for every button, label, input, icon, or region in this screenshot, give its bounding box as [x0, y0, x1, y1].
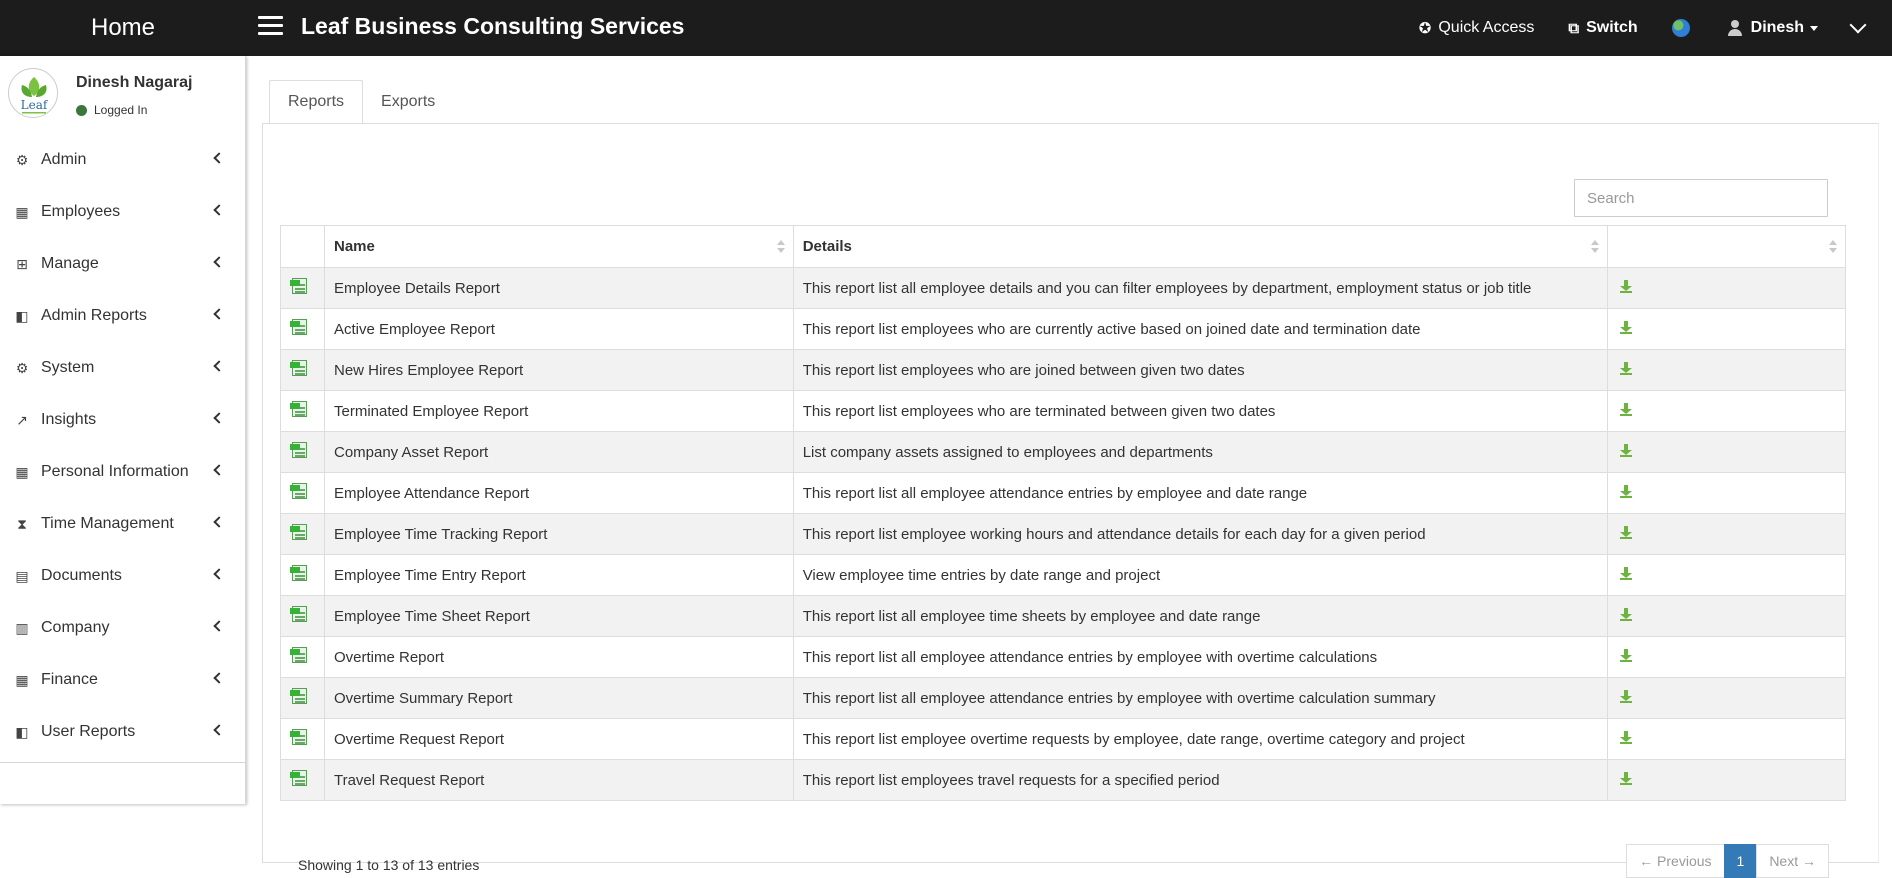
chevron-left-icon: [213, 412, 224, 423]
tab-reports[interactable]: Reports: [269, 80, 363, 124]
report-file-icon: [290, 565, 308, 581]
file-icon: ▤: [15, 567, 29, 584]
quick-access-label: Quick Access: [1438, 19, 1535, 36]
sidebar-item-label: Finance: [41, 671, 98, 688]
cubes-icon: ⚙: [15, 151, 29, 168]
report-name: Active Employee Report: [324, 309, 793, 350]
report-details: This report list all employee time sheets by employee and date range: [793, 596, 1607, 637]
download-icon[interactable]: [1620, 403, 1632, 416]
download-icon[interactable]: [1620, 772, 1632, 785]
download-icon[interactable]: [1620, 690, 1632, 703]
report-name: Terminated Employee Report: [324, 391, 793, 432]
chevron-left-icon: [213, 672, 224, 683]
switch-label: Switch: [1586, 19, 1638, 36]
download-icon[interactable]: [1620, 649, 1632, 662]
sidebar-item-label: Personal Information: [41, 463, 189, 480]
previous-page-button[interactable]: ← Previous: [1626, 844, 1724, 878]
login-status-label: Logged In: [94, 103, 148, 117]
company-logo: [8, 68, 58, 118]
download-cell: [1608, 432, 1846, 473]
download-cell: [1608, 350, 1846, 391]
report-details: This report list all employee details and you can filter employees by department, employment status or job title: [793, 268, 1607, 309]
sidebar-item-label: Employees: [41, 203, 121, 220]
table-row: [281, 719, 1846, 760]
switch-button[interactable]: [1568, 19, 1637, 37]
report-icon-cell: [281, 678, 325, 719]
search-input[interactable]: [1574, 179, 1828, 217]
chevron-left-icon: [213, 568, 224, 579]
download-cell: [1608, 268, 1846, 309]
sidebar-item-label: Admin: [41, 151, 87, 168]
chevron-left-icon: [213, 152, 224, 163]
report-name: Company Asset Report: [324, 432, 793, 473]
download-icon[interactable]: [1620, 362, 1632, 375]
sidebar-item-admin-reports[interactable]: [0, 290, 245, 342]
report-icon-cell: [281, 555, 325, 596]
chevron-left-icon: [213, 360, 224, 371]
reports-table: [280, 225, 1846, 801]
report-name: New Hires Employee Report: [324, 350, 793, 391]
calculator-icon: ▦: [15, 671, 29, 688]
report-icon-cell: [281, 514, 325, 555]
report-file-icon: [290, 729, 308, 745]
sidebar-item-system[interactable]: [0, 342, 245, 394]
table-row: [281, 514, 1846, 555]
caret-down-icon: [1810, 26, 1818, 31]
report-details: This report list all employee attendance entries by employee with overtime calculation summary: [793, 678, 1607, 719]
table-row: [281, 309, 1846, 350]
report-details: This report list employee working hours and attendance details for each day for a given period: [793, 514, 1607, 555]
chevron-down-icon[interactable]: [1850, 17, 1867, 34]
page-1-button[interactable]: 1: [1724, 844, 1758, 878]
chevron-left-icon: [213, 256, 224, 267]
report-file-icon: [290, 278, 308, 294]
sidebar-item-documents[interactable]: [0, 550, 245, 602]
report-name: Overtime Summary Report: [324, 678, 793, 719]
top-navbar: [0, 0, 1892, 56]
svg-text:Leaf: Leaf: [20, 98, 48, 112]
sidebar-item-insights[interactable]: [0, 394, 245, 446]
report-name: Overtime Request Report: [324, 719, 793, 760]
line-chart-icon: ↗: [16, 411, 28, 428]
sidebar-item-personal-information[interactable]: [0, 446, 245, 498]
report-icon-cell: [281, 596, 325, 637]
report-icon-cell: [281, 268, 325, 309]
sidebar-item-user-reports[interactable]: [0, 706, 245, 758]
grid-icon: ▦: [15, 203, 29, 220]
report-file-icon: [290, 401, 308, 417]
report-name: Employee Attendance Report: [324, 473, 793, 514]
report-file-icon: [290, 770, 308, 786]
sort-icon: [1591, 240, 1599, 254]
tab-bar: [269, 80, 453, 124]
tab-exports[interactable]: Exports: [381, 93, 436, 110]
report-name: Travel Request Report: [324, 760, 793, 801]
report-name: Employee Details Report: [324, 268, 793, 309]
report-details: This report list all employee attendance entries by employee and date range: [793, 473, 1607, 514]
report-details: This report list employees travel requests for a specified period: [793, 760, 1607, 801]
sidebar-item-employees[interactable]: [0, 186, 245, 238]
quick-access-button[interactable]: [1419, 19, 1535, 37]
report-icon-cell: [281, 760, 325, 801]
user-icon: [1728, 20, 1742, 36]
report-icon-cell: [281, 432, 325, 473]
login-status: [76, 103, 147, 117]
report-details: This report list employees who are currently active based on joined date and termination date: [793, 309, 1607, 350]
user-menu-label: Dinesh: [1750, 19, 1804, 36]
compress-icon: ⊞: [16, 255, 28, 272]
app-title: Leaf Business Consulting Services: [301, 13, 685, 39]
chevron-left-icon: [213, 308, 224, 319]
sidebar-item-label: Company: [41, 619, 110, 636]
download-icon[interactable]: [1620, 731, 1632, 744]
download-cell: [1608, 760, 1846, 801]
briefcase-icon: ◧: [15, 723, 29, 740]
report-file-icon: [290, 319, 308, 335]
compass-icon: ✪: [1418, 20, 1432, 37]
table-row: [281, 350, 1846, 391]
sidebar-item-time-management[interactable]: [0, 498, 245, 550]
online-status-icon: [76, 105, 87, 116]
sidebar-item-label: User Reports: [41, 723, 136, 740]
report-icon-cell: [281, 473, 325, 514]
sidebar-item-finance[interactable]: [0, 654, 245, 706]
table-row: [281, 760, 1846, 801]
download-icon[interactable]: [1620, 485, 1632, 498]
briefcase-icon: ◧: [15, 307, 29, 324]
sidebar-item-label: Admin Reports: [41, 307, 147, 324]
download-cell: [1608, 596, 1846, 637]
sidebar-item-admin[interactable]: [0, 134, 245, 186]
download-cell: [1608, 637, 1846, 678]
report-file-icon: [290, 483, 308, 499]
table-row: [281, 678, 1846, 719]
download-cell: [1608, 719, 1846, 760]
reports-panel: [262, 123, 1879, 873]
report-file-icon: [290, 647, 308, 663]
table-row: [281, 432, 1846, 473]
download-cell: [1608, 309, 1846, 350]
report-file-icon: [290, 524, 308, 540]
chevron-left-icon: [213, 204, 224, 215]
download-icon[interactable]: [1620, 321, 1632, 334]
sidebar-item-label: Time Management: [41, 515, 174, 532]
report-icon-cell: [281, 309, 325, 350]
table-row: [281, 473, 1846, 514]
table-row: [281, 596, 1846, 637]
user-full-name: Dinesh Nagaraj: [76, 74, 193, 91]
building-icon: ▥: [15, 619, 29, 636]
language-globe-icon[interactable]: [1672, 19, 1690, 37]
report-details: This report list employee overtime requests by employee, date range, overtime category and project: [793, 719, 1607, 760]
sidebar-item-label: Insights: [41, 411, 97, 428]
table-header-row: [281, 226, 1846, 268]
sidebar-menu: [0, 134, 245, 758]
download-cell: [1608, 678, 1846, 719]
download-icon[interactable]: [1620, 444, 1632, 457]
download-icon[interactable]: [1620, 608, 1632, 621]
report-name: Employee Time Sheet Report: [324, 596, 793, 637]
sidebar-item-label: Documents: [41, 567, 122, 584]
download-icon[interactable]: [1620, 526, 1632, 539]
sidebar-item-manage[interactable]: [0, 238, 245, 290]
report-details: This report list all employee attendance entries by employee with overtime calculations: [793, 637, 1607, 678]
chevron-left-icon: [213, 620, 224, 631]
download-cell: [1608, 555, 1846, 596]
download-cell: [1608, 514, 1846, 555]
table-row: [281, 268, 1846, 309]
chevron-left-icon: [213, 516, 224, 527]
report-name: Employee Time Tracking Report: [324, 514, 793, 555]
report-icon-cell: [281, 391, 325, 432]
report-file-icon: [290, 606, 308, 622]
column-header-details-label: Details: [802, 238, 852, 255]
home-link[interactable]: Home: [90, 14, 156, 41]
user-menu-button[interactable]: [1728, 19, 1818, 37]
grid-icon: ▦: [15, 463, 29, 480]
pagination: [1627, 844, 1829, 878]
main-content: [262, 56, 1892, 873]
chevron-left-icon: [213, 464, 224, 475]
report-details: This report list employees who are terminated between given two dates: [793, 391, 1607, 432]
report-file-icon: [290, 360, 308, 376]
download-icon[interactable]: [1620, 280, 1632, 293]
download-cell: [1608, 473, 1846, 514]
download-icon[interactable]: [1620, 567, 1632, 580]
hamburger-menu-icon[interactable]: [258, 16, 283, 38]
report-file-icon: [290, 688, 308, 704]
sidebar-footer: [0, 762, 246, 804]
sidebar-item-label: Manage: [41, 255, 99, 272]
report-name: Employee Time Entry Report: [324, 555, 793, 596]
chevron-left-icon: [213, 724, 224, 735]
table-info: Showing 1 to 13 of 13 entries: [298, 857, 480, 873]
sort-icon: [777, 240, 785, 254]
report-name: Overtime Report: [324, 637, 793, 678]
table-row: [281, 555, 1846, 596]
download-cell: [1608, 391, 1846, 432]
report-icon-cell: [281, 719, 325, 760]
table-row: [281, 637, 1846, 678]
column-header-name-label: Name: [333, 238, 375, 255]
sidebar-item-company[interactable]: [0, 602, 245, 654]
next-page-button[interactable]: Next →: [1756, 844, 1829, 878]
table-row: [281, 391, 1846, 432]
report-file-icon: [290, 442, 308, 458]
user-panel: [0, 56, 245, 134]
sidebar-item-label: System: [41, 359, 95, 376]
top-right-menu: [1419, 0, 1892, 56]
column-header-name[interactable]: [324, 226, 793, 268]
cogs-icon: ⚙: [15, 359, 29, 376]
column-header-actions[interactable]: [1608, 226, 1846, 268]
report-details: This report list employees who are joined between given two dates: [793, 350, 1607, 391]
report-icon-cell: [281, 350, 325, 391]
report-icon-cell: [281, 637, 325, 678]
external-link-icon: ⧉: [1568, 19, 1580, 37]
column-header-details[interactable]: [793, 226, 1607, 268]
report-details: View employee time entries by date range and project: [793, 555, 1607, 596]
sort-icon: [1829, 240, 1837, 254]
hourglass-icon: ⧗: [17, 515, 27, 532]
report-details: List company assets assigned to employees and departments: [793, 432, 1607, 473]
column-header-icon: [281, 226, 325, 268]
sidebar: [0, 56, 246, 804]
